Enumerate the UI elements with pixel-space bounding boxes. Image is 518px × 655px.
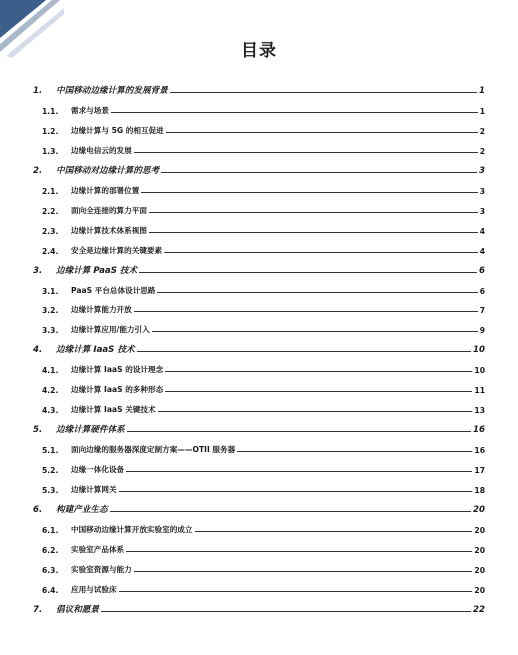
toc-entry-title: 倡议和愿景 [56,604,99,615]
toc-chapter-entry[interactable] [33,421,485,435]
toc-entry-title: 边缘计算应用/能力引入 [71,325,150,335]
toc-page-number: 2 [479,146,485,156]
toc-leader-line [165,391,472,392]
toc-entry-number: 1.3. [42,146,59,156]
toc-entry-title: 实验室资源与能力 [71,564,132,574]
toc-leader-line [134,152,478,153]
toc-entry-title: 面向边缘的服务器深度定制方案——OTII 服务器 [71,445,236,455]
toc-section-entry[interactable] [42,381,485,395]
toc-entry-title: 边缘计算 PaaS 技术 [56,265,138,276]
toc-entry-number: 2. [33,165,43,176]
toc-leader-line [158,411,473,412]
toc-entry-title: 中国移动边缘计算开放实验室的成立 [71,524,193,534]
toc-section-entry[interactable] [42,361,485,375]
toc-leader-line [127,431,471,432]
toc-page-number: 4 [479,226,485,236]
toc-chapter-entry[interactable] [33,162,485,176]
toc-entry-number: 1. [33,86,43,96]
toc-entry-title: 面向全连接的算力平面 [71,205,147,215]
toc-entry-number: 6.4. [42,585,59,595]
toc-page-number: 4 [479,246,485,256]
toc-leader-line [149,232,478,233]
toc-entry-number: 3.3. [42,326,59,336]
toc-leader-line [119,491,473,492]
toc-section-entry[interactable] [42,301,485,315]
toc-entry-title: 边缘计算网关 [71,485,117,494]
toc-page-number: 3 [479,165,485,176]
toc-leader-line [110,511,471,512]
toc-section-entry[interactable] [42,441,485,455]
toc-entry-title: 应用与试验床 [71,584,117,594]
page-title: 目录 [241,41,277,61]
toc-leader-line [165,371,472,372]
toc-leader-line [166,132,478,133]
toc-entry-number: 4.1. [42,366,59,376]
toc-entry-number: 7. [33,604,43,615]
toc-page-number: 20 [474,545,485,555]
toc-entry-title: 构建产业生态 [56,504,108,515]
toc-page-number: 1 [479,86,485,96]
toc-leader-line [111,112,478,113]
toc-entry-number: 6. [33,504,43,515]
toc-page-number: 9 [479,326,485,336]
toc-entry-number: 2.1. [42,186,59,196]
toc-entry-number: 1.2. [42,126,59,136]
toc-leader-line [237,451,472,452]
toc-leader-line [170,92,477,93]
toc-entry-number: 5.2. [42,466,59,476]
toc-entry-title: 边缘计算 IaaS 关键技术 [71,405,156,415]
toc-entry-title: PaaS 平台总体设计思路 [71,285,156,295]
toc-leader-line [164,252,478,253]
toc-entry-number: 6.1. [42,525,59,535]
toc-page-number: 10 [473,345,485,356]
toc-entry-title: 边缘电信云的发展 [71,145,132,155]
toc-page-number: 6 [479,286,485,296]
toc-page-number: 7 [479,306,485,316]
toc-entry-number: 4.3. [42,406,59,416]
toc-leader-line [149,212,478,213]
toc-leader-line [137,351,471,352]
toc-section-entry[interactable] [42,401,485,415]
toc-entry-title: 中国移动边缘计算的发展背景 [56,86,168,96]
toc-leader-line [141,192,477,193]
toc-section-entry[interactable] [42,202,485,216]
toc-entry-number: 6.2. [42,545,59,555]
toc-entry-title: 边缘一体化设备 [71,465,125,475]
toc-section-entry[interactable] [42,561,485,575]
toc-leader-line [101,611,471,612]
toc-entry-title: 安全是边缘计算的关键要素 [71,245,163,255]
toc-entry-number: 2.2. [42,206,59,216]
toc-section-entry[interactable] [42,242,485,256]
toc-page-number: 10 [474,366,485,376]
toc-entry-number: 6.3. [42,565,59,575]
toc-entry-number: 2.4. [42,246,59,256]
toc-entry-title: 中国移动对边缘计算的思考 [56,165,160,176]
toc-entry-number: 3.2. [42,306,59,316]
toc-section-entry[interactable] [42,461,485,475]
toc-page-number: 20 [473,504,485,515]
toc-page-number: 16 [473,425,485,436]
toc-entry-title: 边缘计算的部署位置 [71,185,140,195]
toc-leader-line [134,571,473,572]
toc-page-number: 3 [479,186,485,196]
toc-section-entry[interactable] [42,102,485,116]
toc-entry-number: 3. [33,265,43,276]
toc-section-entry[interactable] [42,282,485,296]
toc-leader-line [134,311,478,312]
toc-page-number: 16 [474,446,485,456]
toc-page-number: 11 [474,386,485,396]
toc-entry-title: 边缘计算 IaaS 的设计理念 [71,365,164,375]
toc-page-number: 3 [479,206,485,216]
toc-page-number: 20 [474,565,485,575]
toc-entry-number: 4. [33,345,43,356]
toc-leader-line [157,292,477,293]
toc-page-number: 18 [474,486,485,495]
toc-chapter-entry[interactable] [33,262,485,276]
toc-entry-number: 3.1. [42,286,59,296]
toc-entry-title: 边缘计算技术体系视图 [71,225,147,235]
toc-page-number: 13 [474,406,485,416]
toc-entry-title: 边缘计算与 5G 的相互促进 [71,125,164,135]
toc-page-number: 20 [474,585,485,595]
toc-entry-title: 边缘计算硬件体系 [56,425,125,436]
toc-section-entry[interactable] [42,481,485,495]
toc-section-entry[interactable] [42,541,485,555]
toc-entry-number: 4.2. [42,386,59,396]
toc-chapter-entry[interactable] [33,501,485,515]
toc-leader-line [126,551,472,552]
toc-section-entry[interactable] [42,521,485,535]
toc-leader-line [161,172,477,173]
toc-entry-number: 5.1. [42,446,59,456]
toc-entry-title: 实验室产品体系 [71,544,125,554]
toc-chapter-entry[interactable] [33,82,485,96]
toc-section-entry[interactable] [42,321,485,335]
toc-leader-line [195,531,473,532]
toc-leader-line [119,591,473,592]
toc-section-entry[interactable] [42,122,485,136]
toc-section-entry[interactable] [42,581,485,595]
toc-section-entry[interactable] [42,142,485,156]
toc-section-entry[interactable] [42,222,485,236]
toc-page-number: 1 [479,106,485,116]
toc-section-entry[interactable] [42,182,485,196]
toc-entry-title: 需求与场景 [71,105,109,115]
toc-entry-number: 1.1. [42,106,59,116]
toc-entry-number: 5. [33,425,43,436]
toc-entry-title: 边缘计算能力开放 [71,305,132,315]
toc-page-number: 6 [479,265,485,276]
toc-page-number: 2 [479,126,485,136]
toc-leader-line [152,331,478,332]
toc-entry-number: 2.3. [42,226,59,236]
toc-leader-line [139,272,477,273]
toc-entry-title: 边缘计算 IaaS 技术 [56,345,135,356]
toc-chapter-entry[interactable] [33,341,485,355]
toc-entry-number: 5.3. [42,486,59,495]
toc-leader-line [126,471,472,472]
toc-entry-title: 边缘计算 IaaS 的多种形态 [71,385,164,395]
toc-page-number: 17 [474,466,485,476]
toc-chapter-entry[interactable] [33,601,485,615]
toc-page-number: 20 [474,525,485,535]
toc-page-number: 22 [473,604,485,615]
